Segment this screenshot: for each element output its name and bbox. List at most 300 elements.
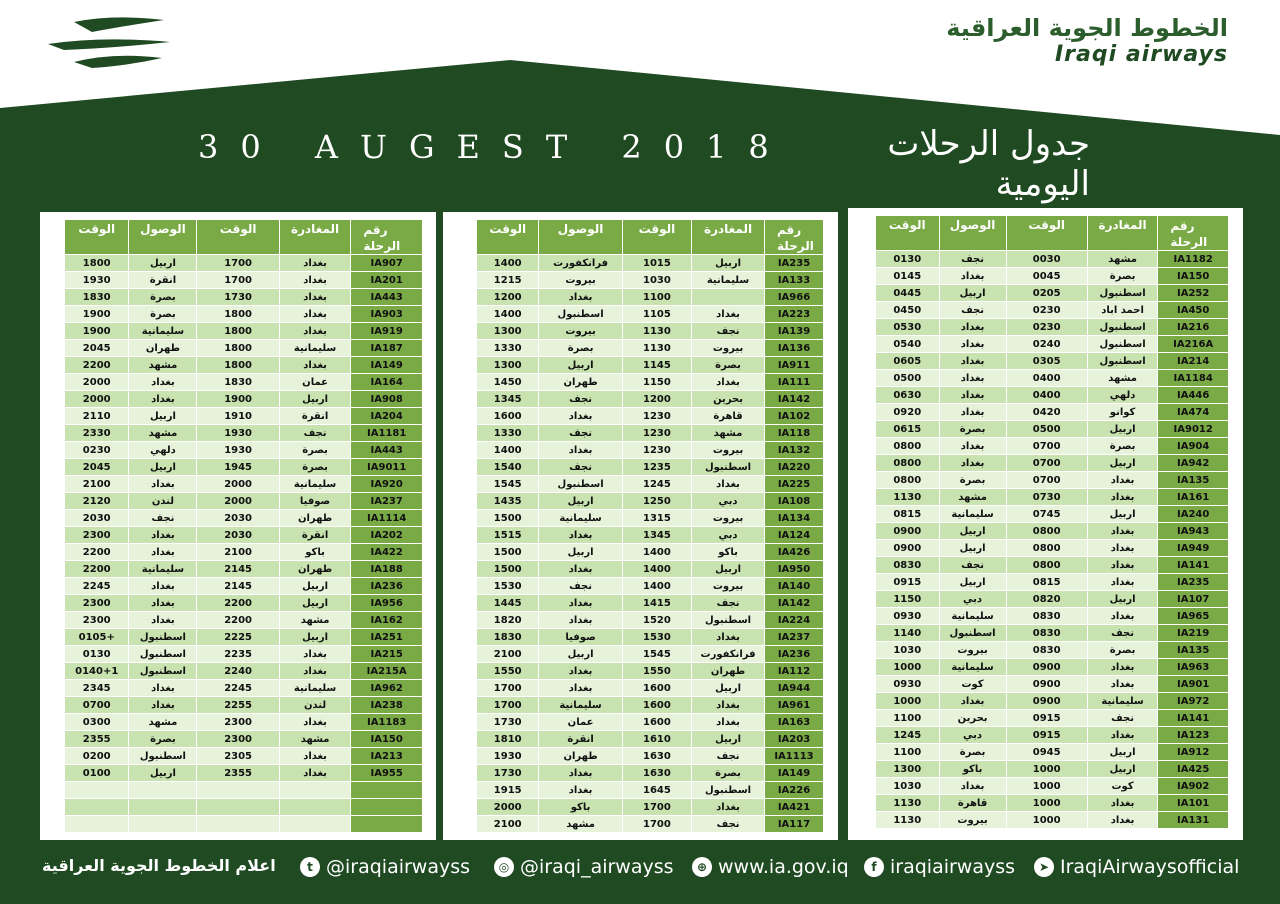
table-row xyxy=(65,577,423,594)
departure-cell: طهران xyxy=(280,509,352,526)
table-row xyxy=(477,254,824,271)
header-time-departure: الوقت xyxy=(197,220,279,254)
table-row xyxy=(65,424,423,441)
arrival-cell: دبي xyxy=(940,590,1007,607)
flight-number-cell: IA961 xyxy=(765,696,824,713)
arrival-cell: اسطنبول xyxy=(129,747,197,764)
arrival-cell: بصرة xyxy=(129,730,197,747)
departure-time-cell: 1015 xyxy=(623,254,692,271)
flight-number-cell xyxy=(351,815,423,832)
schedule-panel-1 xyxy=(40,212,436,840)
arrival-cell: سليمانية xyxy=(539,509,622,526)
flight-number-cell: IA132 xyxy=(765,441,824,458)
arrival-cell: بغداد xyxy=(539,560,622,577)
table-row xyxy=(65,407,423,424)
departure-cell: سليمانية xyxy=(280,339,352,356)
table-row xyxy=(477,407,824,424)
departure-cell: بيروت xyxy=(692,339,765,356)
flight-number-cell: IA188 xyxy=(351,560,423,577)
date-title: 30 AUGEST 2018 xyxy=(198,128,791,166)
arrival-time-cell: 0920 xyxy=(876,403,940,420)
flight-number-cell: IA972 xyxy=(1158,692,1229,709)
arrival-cell: اسطنبول xyxy=(539,305,622,322)
table-row xyxy=(65,305,423,322)
departure-time-cell: 1600 xyxy=(623,679,692,696)
arrival-cell: اسطنبول xyxy=(940,624,1007,641)
departure-cell: بغداد xyxy=(280,322,352,339)
flight-number-cell: IA1114 xyxy=(351,509,423,526)
departure-time-cell: 1630 xyxy=(623,747,692,764)
departure-time-cell: 1945 xyxy=(197,458,279,475)
arrival-cell: بغداد xyxy=(539,526,622,543)
flight-number-cell: IA1181 xyxy=(351,424,423,441)
departure-time-cell: 1530 xyxy=(623,628,692,645)
table-row xyxy=(876,675,1229,692)
table-row xyxy=(65,271,423,288)
arrival-cell: عمان xyxy=(539,713,622,730)
flight-number-cell: IA237 xyxy=(351,492,423,509)
arrival-time-cell: 1000 xyxy=(876,692,940,709)
departure-cell: اربيل xyxy=(1088,454,1159,471)
arrival-time-cell: 0530 xyxy=(876,318,940,335)
flight-number-cell: IA1113 xyxy=(765,747,824,764)
departure-time-cell: 2240 xyxy=(197,662,279,679)
arrival-cell: بغداد xyxy=(539,407,622,424)
departure-time-cell xyxy=(197,815,279,832)
departure-cell: اربيل xyxy=(1088,760,1159,777)
table-row xyxy=(876,794,1229,811)
arrival-cell: اربيل xyxy=(129,764,197,781)
flight-number-cell: IA204 xyxy=(351,407,423,424)
table-row xyxy=(876,471,1229,488)
arrival-cell: بغداد xyxy=(940,403,1007,420)
departure-time-cell: 0700 xyxy=(1007,471,1088,488)
table-row xyxy=(65,611,423,628)
table-row xyxy=(65,560,423,577)
flight-number-cell: IA908 xyxy=(351,390,423,407)
arrival-cell: نجف xyxy=(940,556,1007,573)
arrival-time-cell: 1900 xyxy=(65,305,129,322)
telegram-icon: ➤ xyxy=(1034,857,1054,877)
table-row xyxy=(477,611,824,628)
flight-number-cell: IA949 xyxy=(1158,539,1229,556)
departure-time-cell: 1150 xyxy=(623,373,692,390)
flight-number-cell: IA135 xyxy=(1158,471,1229,488)
arrival-cell: بغداد xyxy=(539,764,622,781)
arrival-time-cell: 1435 xyxy=(477,492,539,509)
arrival-cell: بصرة xyxy=(940,743,1007,760)
arrival-cell: مشهد xyxy=(539,815,622,832)
flight-number-cell: IA225 xyxy=(765,475,824,492)
departure-cell xyxy=(692,288,765,305)
departure-time-cell: 2145 xyxy=(197,577,279,594)
departure-time-cell: 0030 xyxy=(1007,250,1088,267)
arrival-cell: اربيل xyxy=(539,543,622,560)
table-row xyxy=(477,679,824,696)
arrival-time-cell: 0700 xyxy=(65,696,129,713)
arrival-time-cell xyxy=(65,798,129,815)
arrival-cell: بغداد xyxy=(539,288,622,305)
flight-number-cell: IA136 xyxy=(765,339,824,356)
arrival-time-cell: 1500 xyxy=(477,543,539,560)
flight-number-cell: IA111 xyxy=(765,373,824,390)
table-row xyxy=(477,628,824,645)
arrival-cell: اربيل xyxy=(940,284,1007,301)
departure-time-cell xyxy=(197,781,279,798)
arrival-time-cell: 0230 xyxy=(65,441,129,458)
table-row xyxy=(876,335,1229,352)
arrival-time-cell: 1215 xyxy=(477,271,539,288)
table-row xyxy=(876,726,1229,743)
departure-time-cell: 1700 xyxy=(197,271,279,288)
table-row xyxy=(876,658,1229,675)
arrival-time-cell: 1100 xyxy=(876,709,940,726)
departure-cell xyxy=(280,781,352,798)
departure-cell: بغداد xyxy=(692,628,765,645)
departure-cell: بغداد xyxy=(280,764,352,781)
arrival-cell: نجف xyxy=(539,577,622,594)
table-row xyxy=(876,250,1229,267)
arrival-cell: بغداد xyxy=(539,662,622,679)
flight-number-cell: IA108 xyxy=(765,492,824,509)
table-row xyxy=(477,441,824,458)
departure-cell: بغداد xyxy=(692,373,765,390)
departure-cell: مشهد xyxy=(280,730,352,747)
departure-cell: اربيل xyxy=(280,390,352,407)
arrival-cell: بغداد xyxy=(129,594,197,611)
header-time-arrival: الوقت xyxy=(65,220,129,254)
arrival-cell: بيروت xyxy=(940,641,1007,658)
departure-time-cell: 0800 xyxy=(1007,556,1088,573)
arrival-cell: انقرة xyxy=(539,730,622,747)
arrival-cell: بصرة xyxy=(940,471,1007,488)
departure-time-cell: 1400 xyxy=(623,543,692,560)
departure-time-cell: 0915 xyxy=(1007,709,1088,726)
arrival-time-cell: 1300 xyxy=(876,760,940,777)
flight-number-cell: IA252 xyxy=(1158,284,1229,301)
arrival-time-cell: 1800 xyxy=(65,254,129,271)
departure-time-cell: 0800 xyxy=(1007,539,1088,556)
footer xyxy=(0,850,1280,890)
arrival-time-cell: 1400 xyxy=(477,441,539,458)
arrival-cell: بغداد xyxy=(539,781,622,798)
schedule-panel-2 xyxy=(443,212,838,840)
flight-number-cell: IA901 xyxy=(1158,675,1229,692)
arrival-cell: مشهد xyxy=(129,356,197,373)
table-row xyxy=(876,454,1229,471)
departure-time-cell: 1610 xyxy=(623,730,692,747)
departure-time-cell: 1230 xyxy=(623,407,692,424)
departure-cell: اربيل xyxy=(1088,420,1159,437)
arrival-time-cell: 2300 xyxy=(65,594,129,611)
flight-number-cell: IA216 xyxy=(1158,318,1229,335)
departure-cell: اسطنبول xyxy=(1088,318,1159,335)
departure-time-cell: 2145 xyxy=(197,560,279,577)
arrival-time-cell: 0815 xyxy=(876,505,940,522)
arrival-cell: طهران xyxy=(129,339,197,356)
departure-time-cell: 2100 xyxy=(197,543,279,560)
arrival-cell: اربيل xyxy=(129,254,197,271)
arrival-cell: اربيل xyxy=(940,539,1007,556)
arrival-time-cell: 2300 xyxy=(65,611,129,628)
arrival-time-cell: 1915 xyxy=(477,781,539,798)
header-departure: المغادرة xyxy=(1088,216,1159,250)
flight-number-cell: IA236 xyxy=(765,645,824,662)
arrival-time-cell: 0605 xyxy=(876,352,940,369)
table-row xyxy=(477,390,824,407)
arrival-time-cell xyxy=(65,815,129,832)
table-row xyxy=(65,339,423,356)
table-row xyxy=(65,781,423,798)
arrival-cell: اربيل xyxy=(539,645,622,662)
departure-time-cell: 2255 xyxy=(197,696,279,713)
table-row xyxy=(477,696,824,713)
departure-time-cell: 0700 xyxy=(1007,454,1088,471)
table-row xyxy=(477,288,824,305)
flight-number-cell: IA223 xyxy=(765,305,824,322)
flight-number-cell: IA421 xyxy=(765,798,824,815)
flight-number-cell: IA219 xyxy=(1158,624,1229,641)
arrival-time-cell: 0130 xyxy=(876,250,940,267)
departure-cell: بيروت xyxy=(692,441,765,458)
departure-time-cell: 2030 xyxy=(197,526,279,543)
departure-time-cell: 0915 xyxy=(1007,726,1088,743)
departure-cell: سليمانية xyxy=(692,271,765,288)
flight-number-cell: IA251 xyxy=(351,628,423,645)
departure-cell: بغداد xyxy=(280,713,352,730)
flight-number-cell: IA1182 xyxy=(1158,250,1229,267)
flight-number-cell: IA101 xyxy=(1158,794,1229,811)
header-departure: المغادرة xyxy=(280,220,352,254)
departure-time-cell: 1230 xyxy=(623,424,692,441)
flight-number-cell: IA213 xyxy=(351,747,423,764)
departure-time-cell: 0830 xyxy=(1007,607,1088,624)
departure-cell: سليمانية xyxy=(280,679,352,696)
arrival-cell: سليمانية xyxy=(940,607,1007,624)
arrival-cell: بغداد xyxy=(940,267,1007,284)
departure-cell: بغداد xyxy=(1088,658,1159,675)
arrival-cell: اسطنبول xyxy=(129,662,197,679)
arrival-cell: دبي xyxy=(940,726,1007,743)
departure-time-cell: 1105 xyxy=(623,305,692,322)
arrival-cell: قاهرة xyxy=(940,794,1007,811)
arrival-time-cell: 0200 xyxy=(65,747,129,764)
brand-arabic: الخطوط الجوية العراقية xyxy=(946,14,1228,42)
table-row xyxy=(876,641,1229,658)
arrival-time-cell: 2100 xyxy=(477,815,539,832)
flight-number-cell: IA9012 xyxy=(1158,420,1229,437)
schedule-title: جدول الرحلات اليومية xyxy=(887,124,1090,204)
airline-logo-icon xyxy=(44,14,174,70)
arrival-time-cell: 1930 xyxy=(477,747,539,764)
departure-cell: مشهد xyxy=(692,424,765,441)
arrival-time-cell: 1820 xyxy=(477,611,539,628)
arrival-time-cell: 0450 xyxy=(876,301,940,318)
departure-time-cell: 1250 xyxy=(623,492,692,509)
header-time-arrival: الوقت xyxy=(477,220,539,254)
arrival-time-cell: 2200 xyxy=(65,560,129,577)
table-row xyxy=(876,760,1229,777)
table-row xyxy=(477,373,824,390)
footer-twitter[interactable] xyxy=(300,856,470,878)
arrival-time-cell: 0300 xyxy=(65,713,129,730)
arrival-time-cell: 1030 xyxy=(876,777,940,794)
departure-time-cell: 0900 xyxy=(1007,658,1088,675)
arrival-time-cell: 0540 xyxy=(876,335,940,352)
flight-number-cell: IA963 xyxy=(1158,658,1229,675)
table-row xyxy=(65,543,423,560)
arrival-time-cell: 1400 xyxy=(477,305,539,322)
departure-time-cell: 1700 xyxy=(623,815,692,832)
table-row xyxy=(876,301,1229,318)
arrival-cell: اربيل xyxy=(539,356,622,373)
arrival-time-cell: 2200 xyxy=(65,543,129,560)
arrival-time-cell: 0915 xyxy=(876,573,940,590)
table-row xyxy=(65,815,423,832)
table-row xyxy=(65,747,423,764)
departure-time-cell: 2235 xyxy=(197,645,279,662)
flight-number-cell: IA966 xyxy=(765,288,824,305)
departure-time-cell: 2000 xyxy=(197,475,279,492)
brand-english: Iraqi airways xyxy=(1055,42,1228,67)
arrival-cell: نجف xyxy=(940,250,1007,267)
departure-cell: طهران xyxy=(280,560,352,577)
header-time-departure: الوقت xyxy=(1007,216,1088,250)
table-row xyxy=(477,594,824,611)
flight-number-cell: IA919 xyxy=(351,322,423,339)
arrival-time-cell: 2330 xyxy=(65,424,129,441)
footer-instagram[interactable] xyxy=(494,856,674,878)
departure-cell: بغداد xyxy=(1088,556,1159,573)
flight-number-cell: IA904 xyxy=(1158,437,1229,454)
departure-time-cell: 1800 xyxy=(197,305,279,322)
departure-time-cell: 0745 xyxy=(1007,505,1088,522)
departure-cell: اربيل xyxy=(1088,590,1159,607)
flight-number-cell: IA134 xyxy=(765,509,824,526)
departure-time-cell: 1600 xyxy=(623,696,692,713)
arrival-cell: بحرين xyxy=(940,709,1007,726)
footer-telegram[interactable] xyxy=(1034,856,1239,878)
table-row xyxy=(477,747,824,764)
flight-number-cell: IA446 xyxy=(1158,386,1229,403)
table-row xyxy=(477,305,824,322)
departure-time-cell: 2000 xyxy=(197,492,279,509)
arrival-time-cell: 2030 xyxy=(65,509,129,526)
table-row xyxy=(65,645,423,662)
departure-time-cell: 0815 xyxy=(1007,573,1088,590)
departure-time-cell: 2225 xyxy=(197,628,279,645)
departure-cell: بغداد xyxy=(1088,573,1159,590)
arrival-cell: بصرة xyxy=(940,420,1007,437)
flight-number-cell: IA220 xyxy=(765,458,824,475)
arrival-time-cell: 1545 xyxy=(477,475,539,492)
arrival-cell: بيروت xyxy=(539,322,622,339)
flight-number-cell: IA214 xyxy=(1158,352,1229,369)
table-row xyxy=(876,403,1229,420)
flight-number-cell: IA203 xyxy=(765,730,824,747)
footer-facebook[interactable] xyxy=(864,856,1015,878)
arrival-time-cell: 1515 xyxy=(477,526,539,543)
departure-time-cell: 1600 xyxy=(623,713,692,730)
flight-number-cell: IA202 xyxy=(351,526,423,543)
arrival-cell: بغداد xyxy=(129,475,197,492)
arrival-cell: نجف xyxy=(539,390,622,407)
flight-number-cell: IA1184 xyxy=(1158,369,1229,386)
flight-number-cell: IA240 xyxy=(1158,505,1229,522)
departure-cell: قاهرة xyxy=(692,407,765,424)
departure-time-cell: 0820 xyxy=(1007,590,1088,607)
flight-number-cell: IA150 xyxy=(351,730,423,747)
flight-number-cell: IA950 xyxy=(765,560,824,577)
arrival-cell: بغداد xyxy=(129,543,197,560)
departure-cell: سليمانية xyxy=(280,475,352,492)
departure-cell: بصرة xyxy=(692,764,765,781)
departure-time-cell: 0700 xyxy=(1007,437,1088,454)
departure-cell: بغداد xyxy=(692,798,765,815)
table-row xyxy=(876,488,1229,505)
arrival-time-cell: 1300 xyxy=(477,356,539,373)
table-row xyxy=(65,713,423,730)
arrival-time-cell: 1150 xyxy=(876,590,940,607)
departure-cell: بغداد xyxy=(280,662,352,679)
departure-cell: اربيل xyxy=(1088,743,1159,760)
arrival-cell: بغداد xyxy=(129,390,197,407)
departure-time-cell: 1645 xyxy=(623,781,692,798)
arrival-cell: بصرة xyxy=(129,305,197,322)
departure-time-cell: 0400 xyxy=(1007,386,1088,403)
table-row xyxy=(477,577,824,594)
table-row xyxy=(65,764,423,781)
arrival-cell: بصرة xyxy=(129,288,197,305)
departure-time-cell: 1000 xyxy=(1007,777,1088,794)
departure-cell: اربيل xyxy=(280,594,352,611)
departure-time-cell: 1900 xyxy=(197,390,279,407)
arrival-time-cell: 2045 xyxy=(65,458,129,475)
table-row xyxy=(65,356,423,373)
footer-website[interactable] xyxy=(692,856,849,878)
arrival-cell: بغداد xyxy=(129,611,197,628)
arrival-time-cell: 0930 xyxy=(876,675,940,692)
flight-number-cell: IA142 xyxy=(765,390,824,407)
departure-time-cell: 2300 xyxy=(197,730,279,747)
arrival-cell: نجف xyxy=(539,424,622,441)
departure-cell: بحرين xyxy=(692,390,765,407)
departure-time-cell: 1345 xyxy=(623,526,692,543)
departure-cell: مشهد xyxy=(1088,369,1159,386)
arrival-time-cell: 1500 xyxy=(477,509,539,526)
arrival-cell: بغداد xyxy=(539,594,622,611)
facebook-handle: iraqiairwayss xyxy=(890,856,1016,878)
arrival-cell: بغداد xyxy=(940,777,1007,794)
departure-cell: اسطنبول xyxy=(692,781,765,798)
arrival-cell: بغداد xyxy=(539,611,622,628)
arrival-time-cell: 0445 xyxy=(876,284,940,301)
departure-cell: بغداد xyxy=(1088,675,1159,692)
table-row xyxy=(65,441,423,458)
arrival-cell: طهران xyxy=(539,373,622,390)
flight-number-cell: IA164 xyxy=(351,373,423,390)
arrival-cell: كوت xyxy=(940,675,1007,692)
table-row xyxy=(65,679,423,696)
table-row xyxy=(477,798,824,815)
flight-number-cell: IA201 xyxy=(351,271,423,288)
table-row xyxy=(65,373,423,390)
arrival-time-cell: 1400 xyxy=(477,254,539,271)
flight-number-cell: IA139 xyxy=(765,322,824,339)
flight-number-cell: IA474 xyxy=(1158,403,1229,420)
departure-time-cell: 2300 xyxy=(197,713,279,730)
table-row xyxy=(477,815,824,832)
